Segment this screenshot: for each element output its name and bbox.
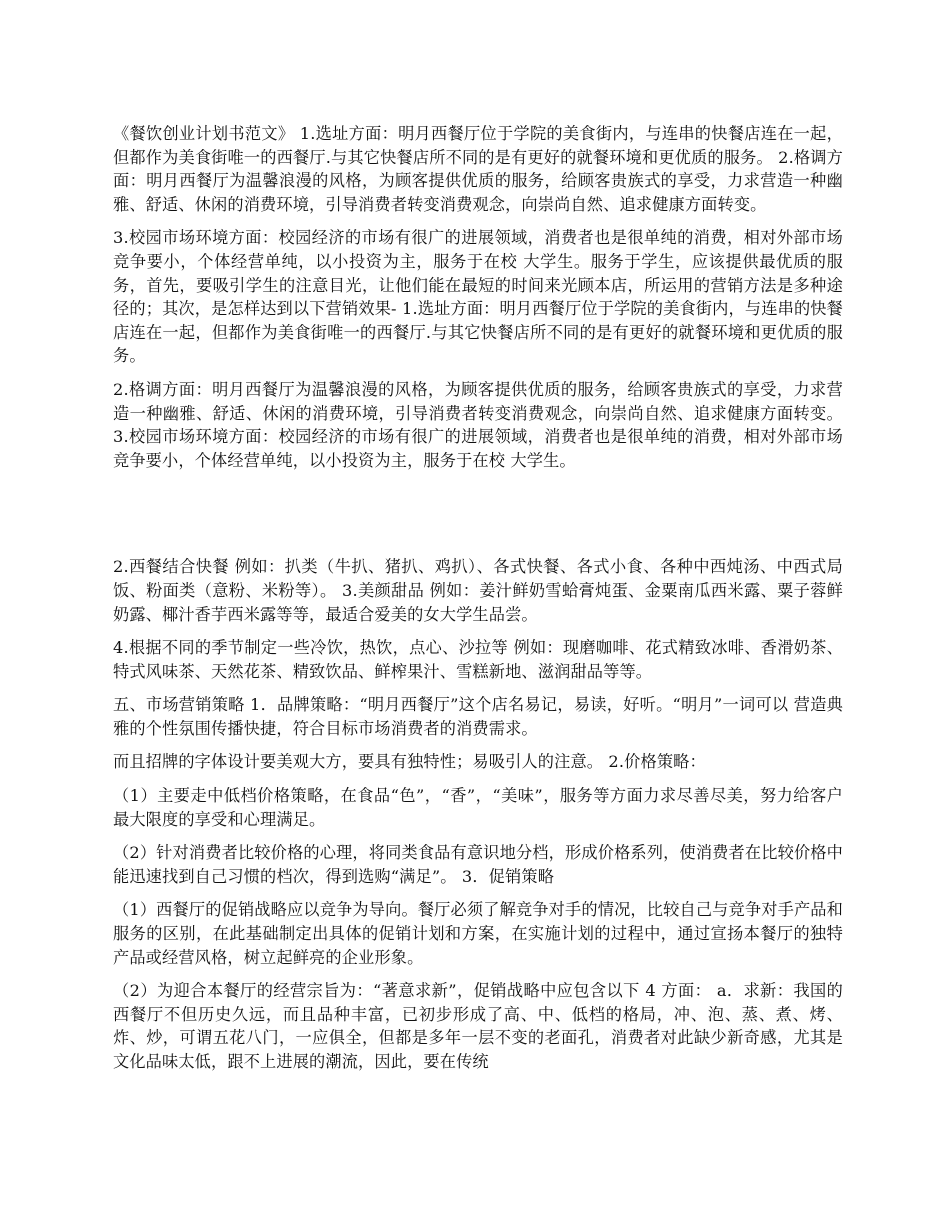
paragraph: 而且招牌的字体设计要美观大方，要具有独特性；易吸引人的注意。 2.价格策略： [113,752,706,772]
paragraph: （2）针对消费者比较价格的心理，将同类食品有意识地分档，形成价格系列，使消费者在比较价格中能迅速找到自己习惯的档次，得到选购“满足”。 3．促销策略 [113,843,843,886]
document-body [113,122,843,1074]
paragraph: （2）为迎合本餐厅的经营宗旨为：“著意求新”，促销战略中应包含以下 4 方面： a．求新：我国的西餐厅不但历史久远，而且品种丰富，已初步形成了高、中、低档的格局，冲、泡、蒸、煮、烤、炸、炒，可谓五花八门，一应俱全，但都是多年一层不变的老面孔，消费者对此缺少新奇感，尤其是文化品味太低，跟不上进展的潮流，因此，要在传统 [113,981,843,1071]
paragraph: （1）主要走中低档价格策略，在食品“色”，“香”，“美味”，服务等方面力求尽善尽美，努力给客户最大限度的享受和心理满足。 [113,786,843,829]
paragraph: 3.校园市场环境方面：校园经济的市场有很广的进展领域，消费者也是很单纯的消费，相对外部市场竞争要小，个体经营单纯，以小投资为主，服务于在校 大学生。服务于学生，应该提供最优质的服务，首先，要吸引学生的注意目光，让他们能在最短的时间来光顾本店，所运用的营销方法是多种途径的；其次，是怎样达到以下营销效果- 1.选址方面：明月西餐厅位于学院的美食街内，与连串的快餐店连在一起，但都作为美食街唯一的西餐厅.与其它快餐店所不同的是有更好的就餐环境和更优质的服务。 [113,228,843,366]
paragraph: 4.根据不同的季节制定一些冷饮，热饮，点心、沙拉等 例如：现磨咖啡、花式精致冰啡、香滑奶茶、特式风味茶、天然花茶、精致饮品、鲜榨果汁、雪糕新地、滋润甜品等等。 [113,638,843,681]
paragraph: 《餐饮创业计划书范文》 1.选址方面：明月西餐厅位于学院的美食街内，与连串的快餐店连在一起，但都作为美食街唯一的西餐厅.与其它快餐店所不同的是有更好的就餐环境和更优质的服务。 2.格调方面：明月西餐厅为温馨浪漫的风格，为顾客提供优质的服务，给顾客贵族式的享受，力求营造一种幽雅、舒适、休闲的消费环境，引导消费者转变消费观念，向崇尚自然、追求健康方面转变。 [113,124,843,214]
paragraph: 五、市场营销策略 1．品牌策略：“明月西餐厅”这个店名易记，易读，好听。“明月”一词可以 营造典雅的个性氛围传播快捷，符合目标市场消费者的消费需求。 [113,695,843,738]
paragraph: 2.格调方面：明月西餐厅为温馨浪漫的风格，为顾客提供优质的服务，给顾客贵族式的享受，力求营造一种幽雅、舒适、休闲的消费环境，引导消费者转变消费观念，向崇尚自然、追求健康方面转变。 3.校园市场环境方面：校园经济的市场有很广的进展领域，消费者也是很单纯的消费，相对外部市场竞争要小，个体经营单纯，以小投资为主，服务于在校 大学生。 [113,379,843,470]
paragraph: 2.西餐结合快餐 例如：扒类（牛扒、猪扒、鸡扒）、各式快餐、各式小食、各种中西炖汤、中西式局饭、粉面类（意粉、米粉等）。 3.美颜甜品 例如：姜汁鲜奶雪蛤膏炖蛋、金粟南瓜西米露、粟子蓉鲜奶露、椰汁香芋西米露等等，最适合爱美的女大学生品尝。 [113,557,843,624]
paragraph: （1）西餐厅的促销战略应以竞争为导向。餐厅必须了解竞争对手的情况，比较自己与竞争对手产品和服务的区别，在此基础制定出具体的促销计划和方案，在实施计划的过程中，通过宣扬本餐厅的独特产品或经营风格，树立起鲜亮的企业形象。 [113,900,843,967]
